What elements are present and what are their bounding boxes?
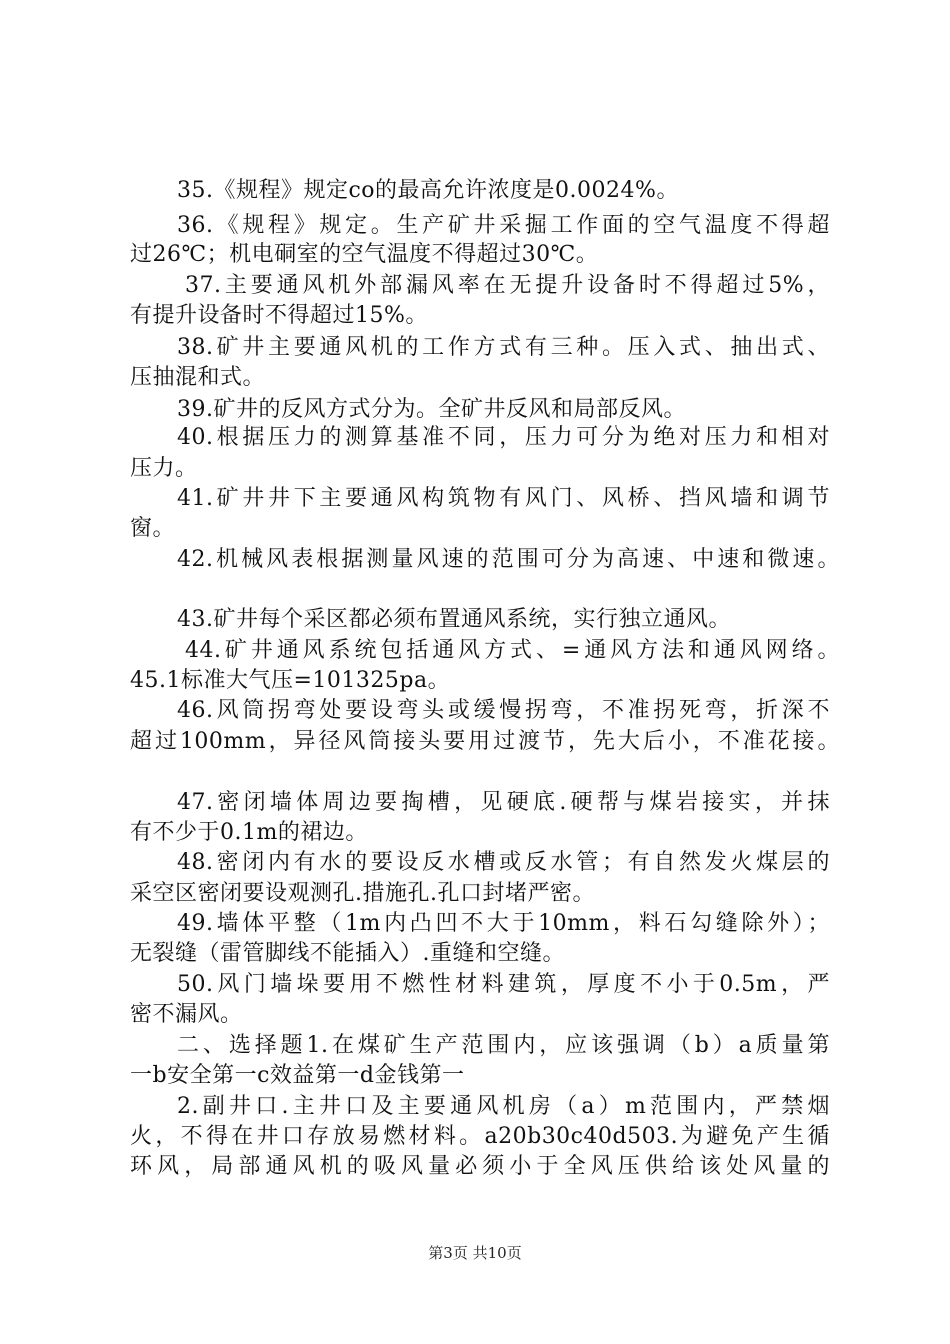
text-line-choice-1b: 一b安全第一c效益第一d金钱第一 <box>130 1063 465 1088</box>
text-line-48a: 48.密闭内有水的要设反水槽或反水管；有自然发火煤层的 <box>177 850 830 875</box>
text-line-choice-3: 环风，局部通风机的吸风量必须小于全风压供给该处风量的 <box>130 1154 830 1179</box>
text-line-37a: 37.主要通风机外部漏风率在无提升设备时不得超过5%， <box>185 273 830 298</box>
text-line-50a: 50.风门墙垛要用不燃性材料建筑，厚度不小于0.5m，严 <box>177 972 830 997</box>
text-line-49b: 无裂缝（雷管脚线不能插入）.重缝和空缝。 <box>130 941 565 966</box>
text-line-50b: 密不漏风。 <box>130 1002 243 1027</box>
text-line-45: 45.1标准大气压=101325pa。 <box>130 668 451 693</box>
text-line-39: 39.矿井的反风方式分为。全矿井反风和局部反风。 <box>177 397 686 422</box>
text-line-choice-1a: 二、选择题1.在煤矿生产范围内，应该强调（b）a质量第 <box>177 1033 830 1058</box>
text-line-46a: 46.风筒拐弯处要设弯头或缓慢拐弯，不准拐死弯，折深不 <box>177 698 830 723</box>
page-footer: 第3页 共10页 <box>428 1244 522 1262</box>
text-line-40a: 40.根据压力的测算基准不同，压力可分为绝对压力和相对 <box>177 425 830 450</box>
text-line-46b: 超过100mm，异径风筒接头要用过渡节，先大后小，不准花接。 <box>130 729 840 754</box>
text-line-42: 42.机械风表根据测量风速的范围可分为高速、中速和微速。 <box>177 547 840 572</box>
text-line-35: 35.《规程》规定co的最高允许浓度是0.0024%。 <box>177 178 679 203</box>
text-line-43: 43.矿井每个采区都必须布置通风系统，实行独立通风。 <box>177 607 731 632</box>
text-line-40b: 压力。 <box>130 456 198 481</box>
text-line-38b: 压抽混和式。 <box>130 365 266 390</box>
text-line-38a: 38.矿井主要通风机的工作方式有三种。压入式、抽出式、 <box>177 335 830 360</box>
text-line-41b: 窗。 <box>130 516 176 541</box>
text-line-49a: 49.墙体平整（1m内凸凹不大于10mm，料石勾缝除外）； <box>177 911 830 936</box>
text-line-47a: 47.密闭墙体周边要掏槽，见硬底.硬帮与煤岩接实，并抹 <box>177 790 830 815</box>
text-line-36a: 36.《规程》规定。生产矿井采掘工作面的空气温度不得超 <box>177 213 830 238</box>
text-line-47b: 有不少于0.1m的裙边。 <box>130 820 368 845</box>
text-line-48b: 采空区密闭要设观测孔.措施孔.孔口封堵严密。 <box>130 881 595 906</box>
text-line-choice-2a: 2.副井口.主井口及主要通风机房（a）m范围内，严禁烟 <box>177 1094 830 1119</box>
text-line-37b: 有提升设备时不得超过15%。 <box>130 303 428 328</box>
text-line-41a: 41.矿井井下主要通风构筑物有风门、风桥、挡风墙和调节 <box>177 486 830 511</box>
text-line-36b: 过26℃；机电硐室的空气温度不得超过30℃。 <box>130 242 599 267</box>
text-line-44: 44.矿井通风系统包括通风方式、=通风方法和通风网络。 <box>185 638 840 663</box>
text-line-choice-2b: 火，不得在井口存放易燃材料。a20b30c40d503.为避免产生循 <box>130 1124 830 1149</box>
